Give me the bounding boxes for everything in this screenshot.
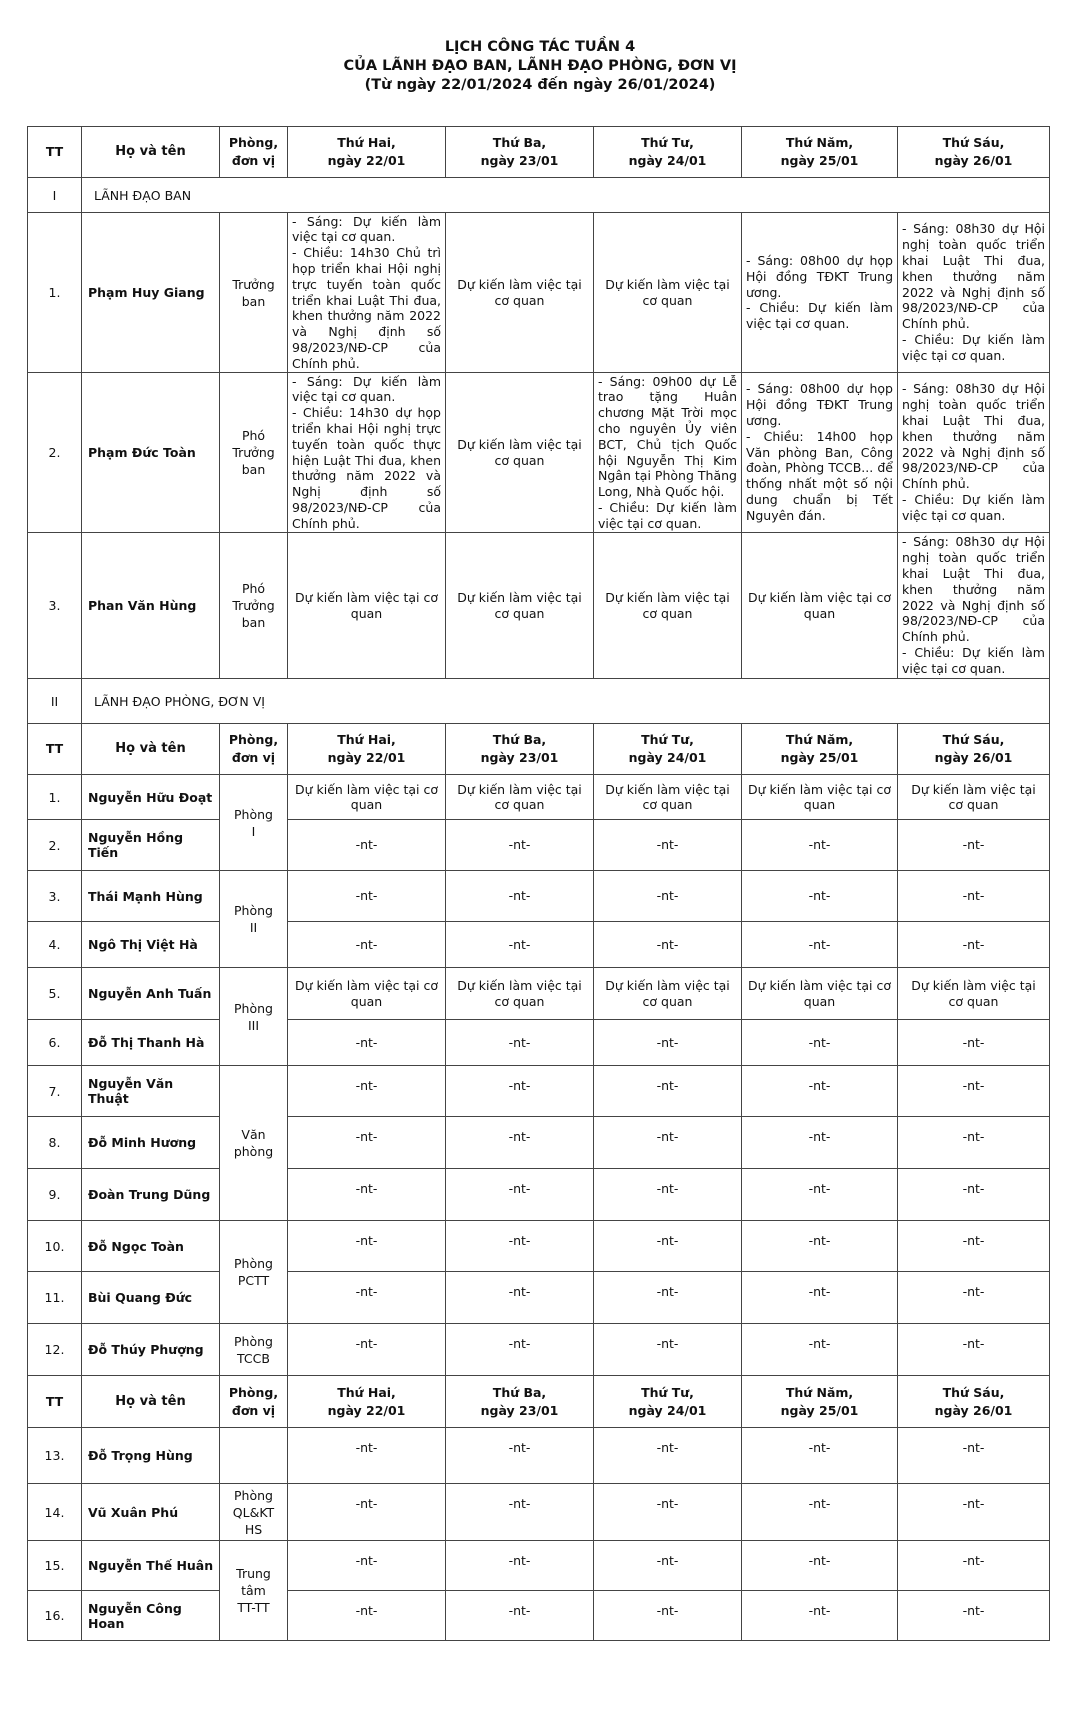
schedule-cell: -nt-	[898, 1428, 1050, 1484]
title-line-3: (Từ ngày 22/01/2024 đến ngày 26/01/2024)	[364, 77, 716, 93]
schedule-cell: Dự kiến làm việc tại cơ quan	[446, 775, 594, 820]
table-row	[28, 922, 1050, 968]
section-title: LÃNH ĐẠO PHÒNG, ĐƠN VỊ	[82, 679, 1050, 724]
header-fri: Thứ Sáu, ngày 26/01	[898, 127, 1050, 178]
schedule-cell: - Sáng: Dự kiến làm việc tại cơ quan. - Chiều: 14h30 Chủ trì họp triển khai Hội nghị trực tuyến toàn quốc triển khai Luật Thi đua, khen thưởng năm 2022 và Nghị định số 98/2023/NĐ-CP của Chính phủ.	[288, 213, 446, 373]
schedule-cell: Dự kiến làm việc tại cơ quan	[446, 213, 594, 373]
table-header-row	[28, 724, 1050, 775]
schedule-cell: -nt-	[446, 1221, 594, 1272]
schedule-cell: Dự kiến làm việc tại cơ quan	[288, 533, 446, 679]
schedule-cell: - Sáng: 08h30 dự Hội nghị toàn quốc triển khai Luật Thi đua, khen thưởng năm 2022 và Nghị định số 98/2023/NĐ-CP của Chính phủ. - Chiều: Dự kiến làm việc tại cơ quan.	[898, 533, 1050, 679]
schedule-cell: Dự kiến làm việc tại cơ quan	[288, 968, 446, 1020]
schedule-cell: -nt-	[898, 1484, 1050, 1541]
person-name: Nguyễn Hồng Tiến	[82, 820, 220, 871]
table-row	[28, 1428, 1050, 1484]
schedule-cell: Dự kiến làm việc tại cơ quan	[446, 533, 594, 679]
schedule-cell: -nt-	[742, 1428, 898, 1484]
schedule-cell: Dự kiến làm việc tại cơ quan	[594, 533, 742, 679]
section-row	[28, 679, 1050, 724]
schedule-cell: -nt-	[898, 1169, 1050, 1221]
schedule-cell: - Sáng: 09h00 dự Lễ trao tặng Huân chương Mặt Trời mọc cho nguyên Ủy viên BCT, Chủ tịch Quốc hội Nguyễn Thị Kim Ngân tại Phòng Thăng Long, Nhà Quốc hội. - Chiều: Dự kiến làm việc tại cơ quan.	[594, 373, 742, 533]
row-number: 4.	[28, 922, 82, 968]
schedule-cell: Dự kiến làm việc tại cơ quan	[288, 775, 446, 820]
table-row	[28, 213, 1050, 373]
unit-cell: Trưởng ban	[220, 213, 288, 373]
header-wed: Thứ Tư, ngày 24/01	[594, 1376, 742, 1428]
schedule-cell: -nt-	[742, 1117, 898, 1169]
schedule-cell: -nt-	[446, 1066, 594, 1117]
header-thu: Thứ Năm, ngày 25/01	[742, 724, 898, 775]
schedule-cell: -nt-	[594, 1428, 742, 1484]
schedule-cell: -nt-	[288, 1221, 446, 1272]
schedule-cell: -nt-	[288, 1169, 446, 1221]
row-number: 7.	[28, 1066, 82, 1117]
header-wed: Thứ Tư, ngày 24/01	[594, 127, 742, 178]
table-header-row	[28, 127, 1050, 178]
table-row	[28, 1541, 1050, 1591]
schedule-cell: -nt-	[446, 1541, 594, 1591]
schedule-cell: -nt-	[898, 922, 1050, 968]
schedule-cell: Dự kiến làm việc tại cơ quan	[594, 213, 742, 373]
schedule-cell: -nt-	[594, 1484, 742, 1541]
schedule-cell: -nt-	[594, 1066, 742, 1117]
schedule-cell: -nt-	[898, 871, 1050, 922]
schedule-cell: - Sáng: 08h30 dự Hội nghị toàn quốc triển khai Luật Thi đua, khen thưởng năm 2022 và Nghị định số 98/2023/NĐ-CP của Chính phủ. - Chiều: Dự kiến làm việc tại cơ quan.	[898, 373, 1050, 533]
section-row	[28, 178, 1050, 213]
schedule-cell: -nt-	[742, 1591, 898, 1641]
schedule-cell: -nt-	[898, 1020, 1050, 1066]
schedule-cell: -nt-	[288, 1117, 446, 1169]
schedule-cell: -nt-	[742, 1169, 898, 1221]
table-header-row	[28, 1376, 1050, 1428]
row-number: 3.	[28, 871, 82, 922]
schedule-cell: - Sáng: 08h00 dự họp Hội đồng TĐKT Trung ương. - Chiều: 14h00 họp Văn phòng Ban, Công đoàn, Phòng TCCB... để thống nhất một số nội dung chuẩn bị Tết Nguyên đán.	[742, 373, 898, 533]
section-number: II	[28, 679, 82, 724]
schedule-cell: Dự kiến làm việc tại cơ quan	[594, 775, 742, 820]
schedule-table	[27, 126, 1050, 1641]
schedule-cell: -nt-	[742, 1066, 898, 1117]
schedule-cell: -nt-	[446, 922, 594, 968]
schedule-cell: -nt-	[288, 871, 446, 922]
section-title: LÃNH ĐẠO BAN	[82, 178, 1050, 213]
schedule-cell: Dự kiến làm việc tại cơ quan	[898, 775, 1050, 820]
schedule-cell: -nt-	[446, 1020, 594, 1066]
schedule-cell: -nt-	[446, 820, 594, 871]
row-number: 8.	[28, 1117, 82, 1169]
schedule-cell: -nt-	[898, 1541, 1050, 1591]
schedule-cell: Dự kiến làm việc tại cơ quan	[594, 968, 742, 1020]
table-row	[28, 1169, 1050, 1221]
header-unit: Phòng, đơn vị	[220, 724, 288, 775]
schedule-cell: -nt-	[742, 1484, 898, 1541]
row-number: 1.	[28, 213, 82, 373]
row-number: 2.	[28, 373, 82, 533]
schedule-cell: -nt-	[898, 1324, 1050, 1376]
person-name: Nguyễn Công Hoan	[82, 1591, 220, 1641]
header-name: Họ và tên	[82, 127, 220, 178]
header-fri: Thứ Sáu, ngày 26/01	[898, 1376, 1050, 1428]
schedule-cell: -nt-	[594, 1169, 742, 1221]
schedule-cell: -nt-	[594, 820, 742, 871]
schedule-cell: -nt-	[594, 922, 742, 968]
unit-cell: Phòng TCCB	[220, 1324, 288, 1376]
unit-cell: Phòng III	[220, 968, 288, 1066]
schedule-cell: Dự kiến làm việc tại cơ quan	[742, 533, 898, 679]
unit-cell: Trung tâm TT-TT	[220, 1541, 288, 1641]
header-tt: TT	[28, 127, 82, 178]
unit-cell: Phòng I	[220, 775, 288, 871]
schedule-cell: -nt-	[898, 1272, 1050, 1324]
schedule-cell: -nt-	[594, 1020, 742, 1066]
schedule-cell: -nt-	[288, 820, 446, 871]
schedule-cell: Dự kiến làm việc tại cơ quan	[446, 373, 594, 533]
schedule-cell: -nt-	[898, 1221, 1050, 1272]
row-number: 13.	[28, 1428, 82, 1484]
person-name: Phạm Huy Giang	[82, 213, 220, 373]
table-row	[28, 820, 1050, 871]
schedule-cell: -nt-	[288, 1428, 446, 1484]
unit-cell: Phòng QL&KT HS	[220, 1484, 288, 1541]
table-row	[28, 871, 1050, 922]
schedule-cell: -nt-	[594, 1541, 742, 1591]
schedule-cell: -nt-	[742, 871, 898, 922]
header-mon: Thứ Hai, ngày 22/01	[288, 724, 446, 775]
row-number: 16.	[28, 1591, 82, 1641]
schedule-cell: -nt-	[446, 1169, 594, 1221]
header-unit: Phòng, đơn vị	[220, 127, 288, 178]
row-number: 3.	[28, 533, 82, 679]
person-name: Thái Mạnh Hùng	[82, 871, 220, 922]
schedule-cell: -nt-	[288, 1020, 446, 1066]
schedule-cell: -nt-	[446, 1324, 594, 1376]
document-title	[0, 38, 1080, 95]
schedule-cell: -nt-	[594, 1272, 742, 1324]
schedule-cell: Dự kiến làm việc tại cơ quan	[742, 775, 898, 820]
schedule-cell: Dự kiến làm việc tại cơ quan	[898, 968, 1050, 1020]
row-number: 10.	[28, 1221, 82, 1272]
schedule-cell: -nt-	[742, 1020, 898, 1066]
header-name: Họ và tên	[82, 1376, 220, 1428]
table-row	[28, 1324, 1050, 1376]
row-number: 14.	[28, 1484, 82, 1541]
unit-cell: Phòng PCTT	[220, 1221, 288, 1324]
header-tue: Thứ Ba, ngày 23/01	[446, 724, 594, 775]
schedule-cell: - Sáng: Dự kiến làm việc tại cơ quan. - Chiều: 14h30 dự họp triển khai Hội nghị trực tuyến toàn quốc thực hiện Luật Thi đua, khen thưởng năm 2022 và Nghị định số 98/2023/NĐ-CP của Chính phủ.	[288, 373, 446, 533]
schedule-cell: -nt-	[594, 871, 742, 922]
person-name: Đỗ Thị Thanh Hà	[82, 1020, 220, 1066]
table-row	[28, 775, 1050, 820]
row-number: 5.	[28, 968, 82, 1020]
person-name: Ngô Thị Việt Hà	[82, 922, 220, 968]
schedule-cell: -nt-	[594, 1221, 742, 1272]
schedule-cell: -nt-	[288, 1484, 446, 1541]
header-tt: TT	[28, 724, 82, 775]
title-line-1: LỊCH CÔNG TÁC TUẦN 4	[444, 39, 636, 55]
schedule-cell: -nt-	[898, 1591, 1050, 1641]
unit-cell: Phòng II	[220, 871, 288, 968]
unit-cell: Phó Trưởng ban	[220, 533, 288, 679]
schedule-cell: -nt-	[594, 1324, 742, 1376]
table-row	[28, 1066, 1050, 1117]
person-name: Phạm Đức Toàn	[82, 373, 220, 533]
person-name: Nguyễn Anh Tuấn	[82, 968, 220, 1020]
person-name: Nguyễn Thế Huân	[82, 1541, 220, 1591]
schedule-cell: -nt-	[742, 922, 898, 968]
schedule-cell: -nt-	[898, 1117, 1050, 1169]
table-row	[28, 1272, 1050, 1324]
header-mon: Thứ Hai, ngày 22/01	[288, 127, 446, 178]
person-name: Đỗ Minh Hương	[82, 1117, 220, 1169]
person-name: Đỗ Ngọc Toàn	[82, 1221, 220, 1272]
schedule-cell: -nt-	[742, 1272, 898, 1324]
person-name: Đỗ Trọng Hùng	[82, 1428, 220, 1484]
schedule-cell: -nt-	[742, 1221, 898, 1272]
table-row	[28, 968, 1050, 1020]
table-row	[28, 1591, 1050, 1641]
header-wed: Thứ Tư, ngày 24/01	[594, 724, 742, 775]
schedule-cell: -nt-	[288, 1541, 446, 1591]
schedule-cell: -nt-	[288, 1324, 446, 1376]
unit-cell: Văn phòng	[220, 1066, 288, 1221]
row-number: 11.	[28, 1272, 82, 1324]
schedule-cell: - Sáng: 08h30 dự Hội nghị toàn quốc triển khai Luật Thi đua, khen thưởng năm 2022 và Nghị định số 98/2023/NĐ-CP của Chính phủ. - Chiều: Dự kiến làm việc tại cơ quan.	[898, 213, 1050, 373]
schedule-cell: -nt-	[288, 922, 446, 968]
header-unit: Phòng, đơn vị	[220, 1376, 288, 1428]
schedule-cell: -nt-	[288, 1066, 446, 1117]
schedule-cell: -nt-	[594, 1117, 742, 1169]
row-number: 1.	[28, 775, 82, 820]
header-tt: TT	[28, 1376, 82, 1428]
schedule-cell: -nt-	[446, 1272, 594, 1324]
schedule-cell: -nt-	[446, 1484, 594, 1541]
schedule-cell: Dự kiến làm việc tại cơ quan	[446, 968, 594, 1020]
section-number: I	[28, 178, 82, 213]
row-number: 6.	[28, 1020, 82, 1066]
schedule-cell: -nt-	[742, 1324, 898, 1376]
schedule-cell: -nt-	[446, 871, 594, 922]
row-number: 15.	[28, 1541, 82, 1591]
unit-cell	[220, 1428, 288, 1484]
schedule-cell: -nt-	[288, 1272, 446, 1324]
schedule-cell: -nt-	[446, 1428, 594, 1484]
schedule-cell: -nt-	[446, 1591, 594, 1641]
table-row	[28, 1221, 1050, 1272]
person-name: Nguyễn Hữu Đoạt	[82, 775, 220, 820]
schedule-cell: -nt-	[742, 1541, 898, 1591]
row-number: 9.	[28, 1169, 82, 1221]
header-tue: Thứ Ba, ngày 23/01	[446, 127, 594, 178]
schedule-cell: -nt-	[742, 820, 898, 871]
person-name: Bùi Quang Đức	[82, 1272, 220, 1324]
person-name: Vũ Xuân Phú	[82, 1484, 220, 1541]
schedule-cell: Dự kiến làm việc tại cơ quan	[742, 968, 898, 1020]
unit-cell: Phó Trưởng ban	[220, 373, 288, 533]
schedule-cell: -nt-	[288, 1591, 446, 1641]
schedule-cell: - Sáng: 08h00 dự họp Hội đồng TĐKT Trung ương. - Chiều: Dự kiến làm việc tại cơ quan.	[742, 213, 898, 373]
schedule-cell: -nt-	[446, 1117, 594, 1169]
person-name: Phan Văn Hùng	[82, 533, 220, 679]
schedule-cell: -nt-	[898, 820, 1050, 871]
title-line-2: CỦA LÃNH ĐẠO BAN, LÃNH ĐẠO PHÒNG, ĐƠN VỊ	[343, 58, 737, 74]
table-row	[28, 1117, 1050, 1169]
person-name: Đỗ Thúy Phượng	[82, 1324, 220, 1376]
table-row	[28, 1484, 1050, 1541]
header-thu: Thứ Năm, ngày 25/01	[742, 127, 898, 178]
row-number: 2.	[28, 820, 82, 871]
person-name: Nguyễn Văn Thuật	[82, 1066, 220, 1117]
header-tue: Thứ Ba, ngày 23/01	[446, 1376, 594, 1428]
header-mon: Thứ Hai, ngày 22/01	[288, 1376, 446, 1428]
header-fri: Thứ Sáu, ngày 26/01	[898, 724, 1050, 775]
table-row	[28, 533, 1050, 679]
table-row	[28, 1020, 1050, 1066]
header-name: Họ và tên	[82, 724, 220, 775]
schedule-cell: -nt-	[898, 1066, 1050, 1117]
person-name: Đoàn Trung Dũng	[82, 1169, 220, 1221]
schedule-cell: -nt-	[594, 1591, 742, 1641]
row-number: 12.	[28, 1324, 82, 1376]
header-thu: Thứ Năm, ngày 25/01	[742, 1376, 898, 1428]
table-row	[28, 373, 1050, 533]
